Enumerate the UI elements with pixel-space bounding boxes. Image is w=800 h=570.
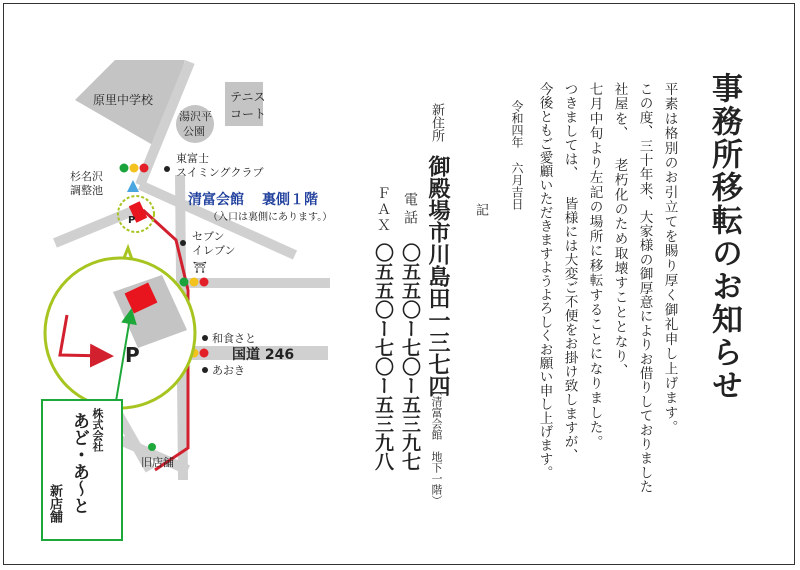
company-name: あど・あ～と bbox=[69, 412, 89, 514]
label-seven-2: イレブン bbox=[192, 244, 236, 257]
body-line-6: 今後ともご愛顧いただきますようよろしくお願い申し上げます。 bbox=[536, 82, 553, 480]
label-park-1: 湯沢平 bbox=[179, 110, 212, 123]
company-new-store: 新店舗 bbox=[47, 484, 62, 523]
old-store-dot bbox=[148, 443, 156, 451]
label-kaikan-floor: 裏側１階 bbox=[262, 192, 318, 208]
label-washoku: 和食さと bbox=[212, 332, 256, 345]
body-line-3: 社屋を、 老朽化のため取壊すこととなり、 bbox=[611, 82, 628, 379]
label-tennis-1: テニス bbox=[230, 90, 266, 104]
label-school: 原里中学校 bbox=[93, 93, 154, 107]
label-old-store: 旧店舗 bbox=[141, 456, 174, 469]
label-parking-small: P bbox=[128, 215, 136, 226]
label-kaikan-name: 清富会館 bbox=[188, 192, 244, 208]
aoki-dot bbox=[202, 367, 208, 373]
body-line-4: 七月中旬より左記の場所に移転することになりました。 bbox=[586, 82, 603, 450]
company-kabu: 株式会社 bbox=[91, 408, 104, 452]
address-label: 新住所 bbox=[429, 103, 444, 142]
notice-title: 事務所移転のお知らせ bbox=[706, 72, 742, 402]
label-park-2: 公園 bbox=[183, 125, 205, 138]
label-tennis-2: コート bbox=[230, 107, 267, 121]
body-line-5: つきましては、 皆様には大変ご不便をお掛け致しますが、 bbox=[561, 82, 578, 463]
traffic-signal-top bbox=[120, 164, 149, 173]
tel-label: 電話 bbox=[402, 192, 418, 228]
address-main: 御殿場市川島田一三七四 bbox=[425, 155, 450, 397]
seven-dot bbox=[180, 240, 186, 246]
label-swim-1: 東富士 bbox=[176, 152, 209, 165]
fax-number: 〇五五〇ー七〇ー五三九八 bbox=[372, 243, 394, 471]
ki-mark: 記 bbox=[473, 203, 488, 216]
label-aoki: あおき bbox=[212, 364, 245, 377]
traffic-signal-mid bbox=[180, 278, 209, 287]
label-route: 国道 246 bbox=[232, 347, 295, 363]
label-pond-1: 杉名沢 bbox=[70, 170, 103, 183]
label-seven-1: セブン bbox=[192, 230, 225, 243]
body-line-2: この度、三十年来、大家様の御厚意によりお借りしておりました bbox=[636, 82, 653, 494]
swim-dot bbox=[164, 166, 170, 172]
body-line-1: 平素は格別のお引立てを賜り厚く御礼申し上げます。 bbox=[661, 82, 678, 435]
washoku-dot bbox=[202, 335, 208, 341]
label-parking: P bbox=[125, 343, 140, 367]
date-day: 六月吉日 bbox=[510, 162, 524, 210]
label-swim-2: スイミングクラブ bbox=[176, 166, 264, 179]
address-note: （清富会館 地下一階） bbox=[430, 385, 443, 506]
date-era: 令和四年 bbox=[510, 100, 524, 148]
shrine-mark: ⛩ bbox=[193, 261, 207, 274]
tel-number: 〇五五〇ー七〇ー五三九七 bbox=[399, 243, 421, 471]
label-kaikan-note: （入口は裏側にあります。） bbox=[208, 212, 333, 223]
fax-label: ＦＡＸ bbox=[375, 186, 391, 234]
label-pond-2: 調整池 bbox=[70, 184, 103, 197]
